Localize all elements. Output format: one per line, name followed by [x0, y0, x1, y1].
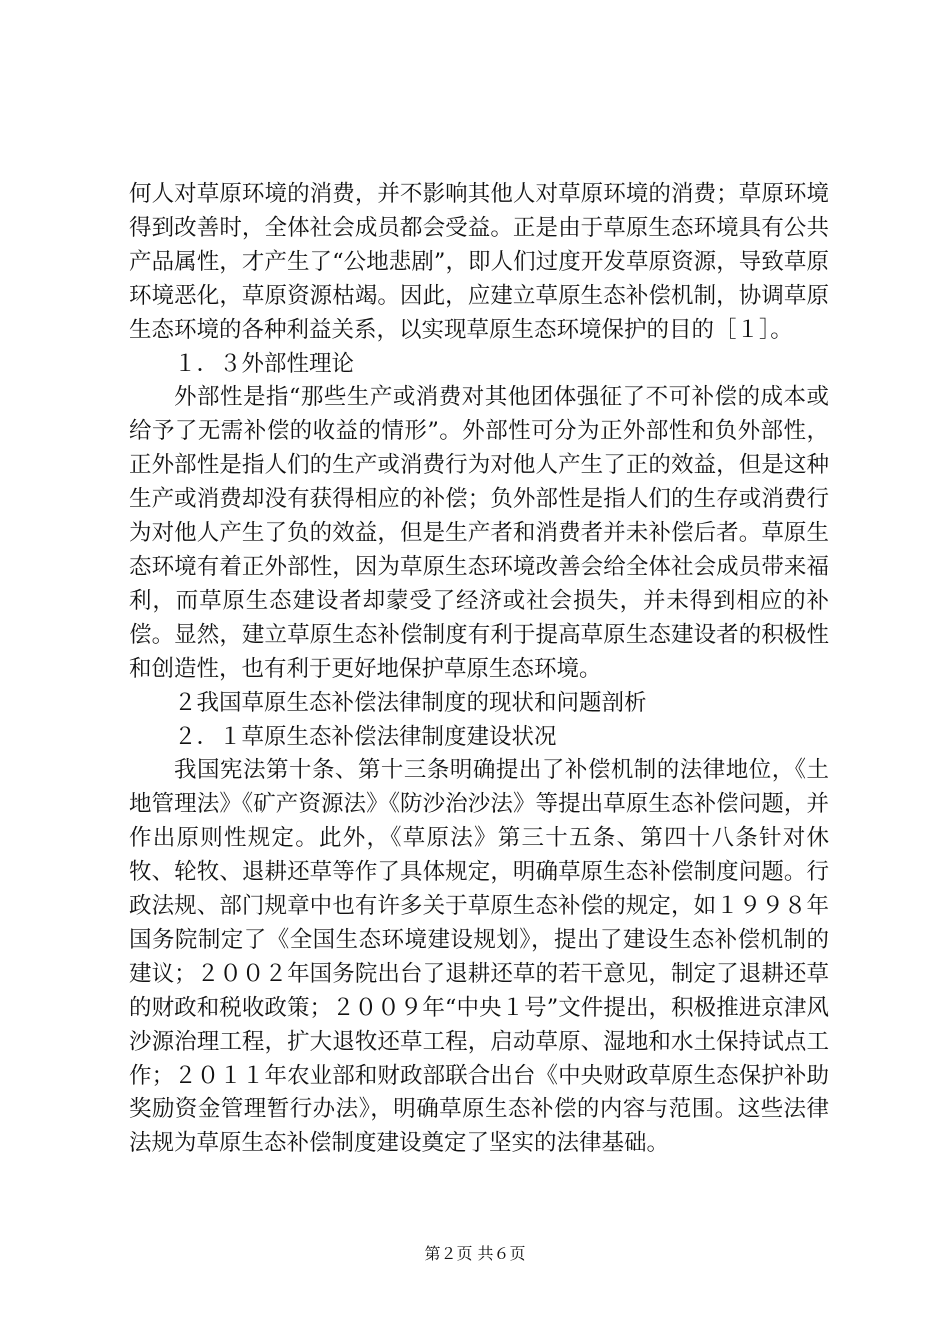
paragraph-continuation: 何人对草原环境的消费，并不影响其他人对草原环境的消费；草原环境得到改善时，全体社会成员都会受益。正是由于草原生态环境具有公共产品属性，才产生了“公地悲剧”，即人们过度开发草原资源，导致草原环境恶化，草原资源枯竭。因此，应建立草原生态补偿机制，协调草原生态环境的各种利益关系，以实现草原生态环境保护的目的［１］。	[129, 181, 829, 343]
section-heading-2: ２我国草原生态补偿法律制度的现状和问题剖析	[174, 689, 647, 716]
section-heading-1-3: １．３外部性理论	[174, 350, 355, 377]
section-heading-2-1: ２．１草原生态补偿法律制度建设状况	[174, 723, 557, 750]
page-footer: 第２页 共６页	[424, 1244, 526, 1263]
paragraph-legal-status: 我国宪法第十条、第十三条明确提出了补偿机制的法律地位，《土地管理法》《矿产资源法》《防沙治沙法》等提出草原生态补偿问题，并作出原则性规定。此外，《草原法》第三十五条、第四十八条针对休牧、轮牧、退耕还草等作了具体规定，明确草原生态补偿制度问题。行政法规、部门规章中也有许多关于草原生态补偿的规定，如１９９８年国务院制定了《全国生态环境建设规划》，提出了建设生态补偿机制的建议；２００２年国务院出台了退耕还草的若干意见，制定了退耕还草的财政和税收政策；２００９年“中央１号”文件提出，积极推进京津风沙源治理工程，扩大退牧还草工程，启动草原、湿地和水土保持试点工作；２０１１年农业部和财政部联合出台《中央财政草原生态保护补助奖励资金管理暂行办法》，明确草原生态补偿的内容与范围。这些法律法规为草原生态补偿制度建设奠定了坚实的法律基础。	[129, 757, 829, 1157]
document-body	[129, 178, 829, 1161]
paragraph-externality: 外部性是指“那些生产或消费对其他团体强征了不可补偿的成本或给予了无需补偿的收益的情形”。外部性可分为正外部性和负外部性，正外部性是指人们的生产或消费行为对他人产生了正的效益，但是这种生产或消费却没有获得相应的补偿；负外部性是指人们的生存或消费行为对他人产生了负的效益，但是生产者和消费者并未补偿后者。草原生态环境有着正外部性，因为草原生态环境改善会给全体社会成员带来福利，而草原生态建设者却蒙受了经济或社会损失，并未得到相应的补偿。显然，建立草原生态补偿制度有利于提高草原生态建设者的积极性和创造性，也有利于更好地保护草原生态环境。	[129, 384, 829, 682]
